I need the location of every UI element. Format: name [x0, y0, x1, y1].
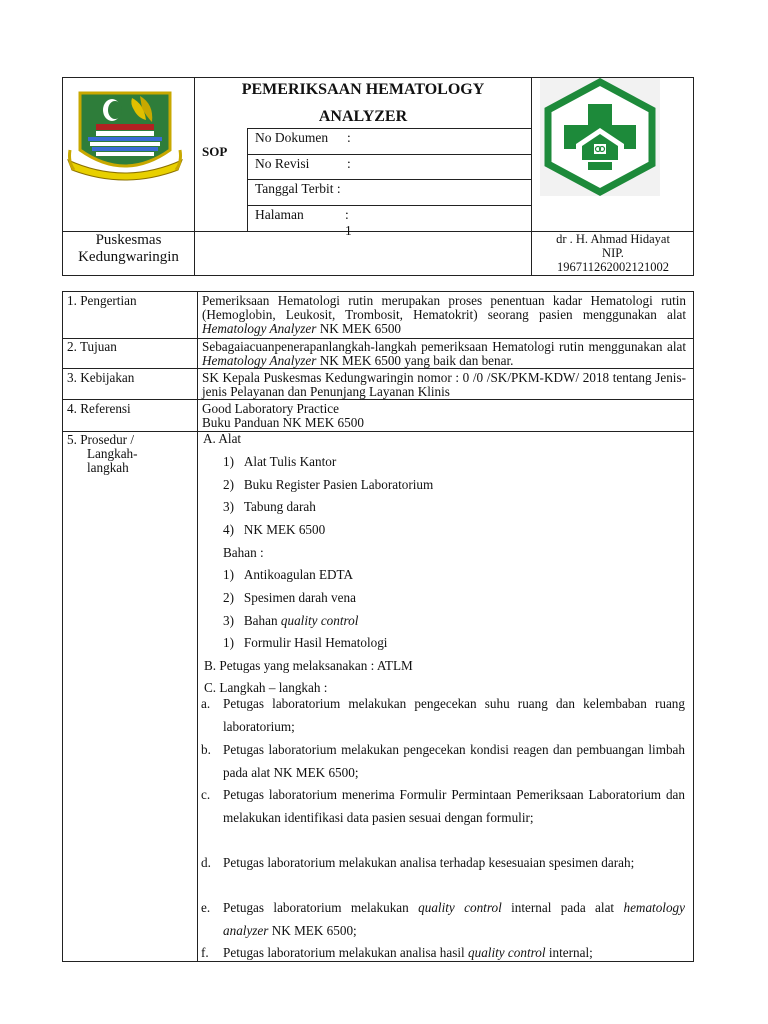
- bahan-item: 1) Antikoagulan EDTA: [223, 567, 354, 582]
- no-dokumen-row: [255, 130, 351, 146]
- referensi-line-1: Good Laboratory Practice: [202, 401, 339, 416]
- step-label: f.: [201, 945, 209, 960]
- halaman-label: Halaman: [255, 207, 304, 222]
- signer-nip-label: NIP.: [602, 246, 624, 260]
- tujuan-text: Sebagaiacuanpenerapanlangkah-langkah pemeriksaan Hematologi rutin menggunakan alat: [202, 339, 686, 354]
- prosedur-label-1: 5. Prosedur /: [67, 432, 135, 447]
- tujuan-tail: NK MEK 6500 yang baik dan benar.: [316, 353, 514, 368]
- prosedur-label-3: langkah: [87, 460, 129, 475]
- row-content-tujuan: [202, 340, 686, 368]
- tanggal-terbit-label: Tanggal Terbit :: [255, 181, 341, 196]
- step-c: [201, 784, 685, 829]
- puskesmas-line-1: Puskesmas: [95, 232, 162, 248]
- signer-name: dr . H. Ahmad Hidayat: [556, 232, 670, 246]
- alat-item: 3) Tabung darah: [223, 499, 316, 514]
- alat-item: 1) Alat Tulis Kantor: [223, 454, 337, 469]
- row-content-kebijakan: SK Kepala Puskesmas Kedungwaringin nomor : 0 /0 /SK/PKM-KDW/ 2018 tentang Jenis-jenis Pelayanan dan Penunjang Layanan Klinis: [202, 370, 686, 399]
- step-text: Petugas laboratorium melakukan pengecekan suhu ruang dan kelembaban ruang laboratorium;: [223, 696, 685, 734]
- document-title: [195, 76, 531, 130]
- step-label: a.: [201, 696, 211, 711]
- step-text: Petugas laboratorium melakukan analisa terhadap kesesuaian spesimen darah;: [223, 855, 635, 870]
- signer-nip: 196711262002121002: [556, 260, 670, 274]
- halaman-row: [255, 207, 352, 238]
- pengertian-text: Pemeriksaan Hematologi rutin merupakan proses penentuan kadar Hematologi rutin (Hemoglobin, Leukosit, Trombosit, Hematokrit) seorang pasien menggunakan alat: [202, 293, 686, 322]
- sop-label: SOP: [202, 144, 228, 159]
- no-revisi-value: :: [347, 156, 351, 171]
- regency-coat-of-arms-logo: [66, 90, 184, 182]
- step-text: Petugas laboratorium menerima Formulir Permintaan Pemeriksaan Laboratorium dan melakukan identifikasi data pasien sesuai dengan formulir;: [223, 787, 685, 825]
- puskesmas-cross-logo: [540, 78, 660, 196]
- row-label-pengertian: 1. Pengertian: [67, 293, 137, 308]
- step-b: [201, 739, 685, 784]
- prosedur-label-2: Langkah-: [87, 446, 138, 461]
- alat-item: 4) NK MEK 6500: [223, 522, 326, 537]
- alat-item: 2) Buku Register Pasien Laboratorium: [223, 477, 434, 492]
- signer-block: [532, 232, 694, 274]
- no-revisi-label: No Revisi: [255, 156, 310, 171]
- row-label-referensi: 4. Referensi: [67, 401, 131, 416]
- referensi-line-2: Buku Panduan NK MEK 6500: [202, 415, 364, 430]
- row-label-tujuan: 2. Tujuan: [67, 339, 117, 354]
- no-revisi-row: [255, 156, 351, 172]
- step-a: [201, 693, 685, 738]
- step-f: [201, 942, 685, 965]
- step-e: [201, 897, 685, 942]
- bahan-item: 1) Formulir Hasil Hematologi: [223, 635, 388, 650]
- step-label: c.: [201, 787, 211, 802]
- step-text: Petugas laboratorium melakukan pengecekan kondisi reagen dan pembuangan limbah pada alat NK MEK 6500;: [223, 742, 685, 780]
- puskesmas-name: [62, 232, 195, 266]
- pengertian-em: Hematology Analyzer: [202, 321, 317, 336]
- title-line-2: ANALYZER: [318, 108, 408, 125]
- row-content-referensi: [202, 402, 686, 430]
- step-text: Petugas laboratorium melakukan analisa hasil quality control internal;: [223, 945, 593, 960]
- row-label-kebijakan: 3. Kebijakan: [67, 370, 135, 385]
- title-line-1: PEMERIKSAAN HEMATOLOGY: [241, 81, 485, 98]
- no-dokumen-value: :: [347, 130, 351, 145]
- section-c-langkah: C. Langkah – langkah :: [204, 680, 328, 695]
- bahan-label: Bahan :: [223, 545, 264, 560]
- tanggal-terbit-row: [255, 181, 341, 197]
- section-a-alat: A. Alat: [203, 431, 242, 446]
- step-label: d.: [201, 855, 211, 870]
- step-text: Petugas laboratorium melakukan quality control internal pada alat hematology analyzer NK MEK 6500;: [223, 900, 685, 938]
- tujuan-em: Hematology Analyzer: [202, 353, 317, 368]
- bahan-item: 3) Bahan quality control: [223, 613, 359, 628]
- step-label: e.: [201, 900, 211, 915]
- pengertian-tail: NK MEK 6500: [316, 321, 402, 336]
- step-label: b.: [201, 742, 211, 757]
- section-b-petugas: B. Petugas yang melaksanakan : ATLM: [204, 658, 413, 673]
- no-dokumen-label: No Dokumen: [255, 130, 329, 145]
- step-d: [201, 852, 685, 875]
- puskesmas-line-2: Kedungwaringin: [78, 249, 179, 265]
- row-label-prosedur: [67, 433, 138, 475]
- bahan-item: 2) Spesimen darah vena: [223, 590, 356, 605]
- halaman-value: : 1: [345, 207, 352, 238]
- row-content-pengertian: [202, 294, 686, 336]
